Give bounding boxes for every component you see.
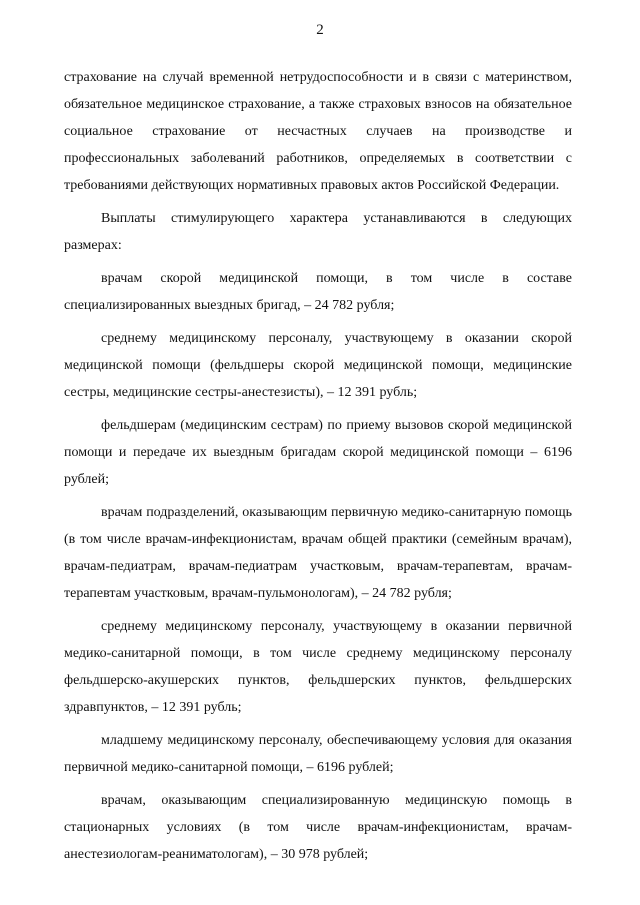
paragraph-call-dispatchers: фельдшерам (медицинским сестрам) по приему вызовов скорой медицинской помощи и передаче их выездным бригадам скорой медицинской помощи – 6196 рублей; — [64, 418, 572, 487]
page-number: 2 — [316, 22, 324, 38]
document-body — [64, 64, 572, 874]
paragraph-specialized-care-doctors: врачам, оказывающим специализированную медицинскую помощь в стационарных условиях (в том числе врачам-инфекционистам, врачам-анестезиологам-реаниматологам), – 30 978 рублей; — [64, 793, 572, 862]
paragraph-continuation: страхование на случай временной нетрудоспособности и в связи с материнством, обязательное медицинское страхование, а также страховых взносов на обязательное социальное страхование от несчастных случаев на производстве и профессиональных заболеваний работников, определяемых в соответствии с требованиями действующих нормативных правовых актов Российской Федерации. — [64, 70, 572, 193]
paragraph-junior-staff: младшему медицинскому персоналу, обеспечивающему условия для оказания первичной медико-санитарной помощи, – 6196 рублей; — [64, 733, 572, 775]
paragraph-stimulating-payments: Выплаты стимулирующего характера устанавливаются в следующих размерах: — [64, 211, 572, 253]
paragraph-ambulance-nursing-staff: среднему медицинскому персоналу, участвующему в оказании скорой медицинской помощи (фельдшеры скорой медицинской помощи, медицинские сестры, медицинские сестры-анестезисты), – 12 391 рубль; — [64, 331, 572, 400]
paragraph-ambulance-doctors: врачам скорой медицинской помощи, в том числе в составе специализированных выездных бригад, – 24 782 рубля; — [64, 271, 572, 313]
paragraph-primary-care-doctors: врачам подразделений, оказывающим первичную медико-санитарную помощь (в том числе врачам-инфекционистам, врачам общей практики (семейным врачам), врачам-педиатрам, врачам-педиатрам участковым, врачам-терапевтам, врачам-терапевтам участковым, врачам-пульмонологам), – 24 782 рубля; — [64, 505, 572, 601]
paragraph-primary-care-nursing-staff: среднему медицинскому персоналу, участвующему в оказании первичной медико-санитарной помощи, в том числе среднему медицинскому персоналу фельдшерско-акушерских пунктов, фельдшерских пунктов, фельдшерских здравпунктов, – 12 391 рубль; — [64, 619, 572, 715]
